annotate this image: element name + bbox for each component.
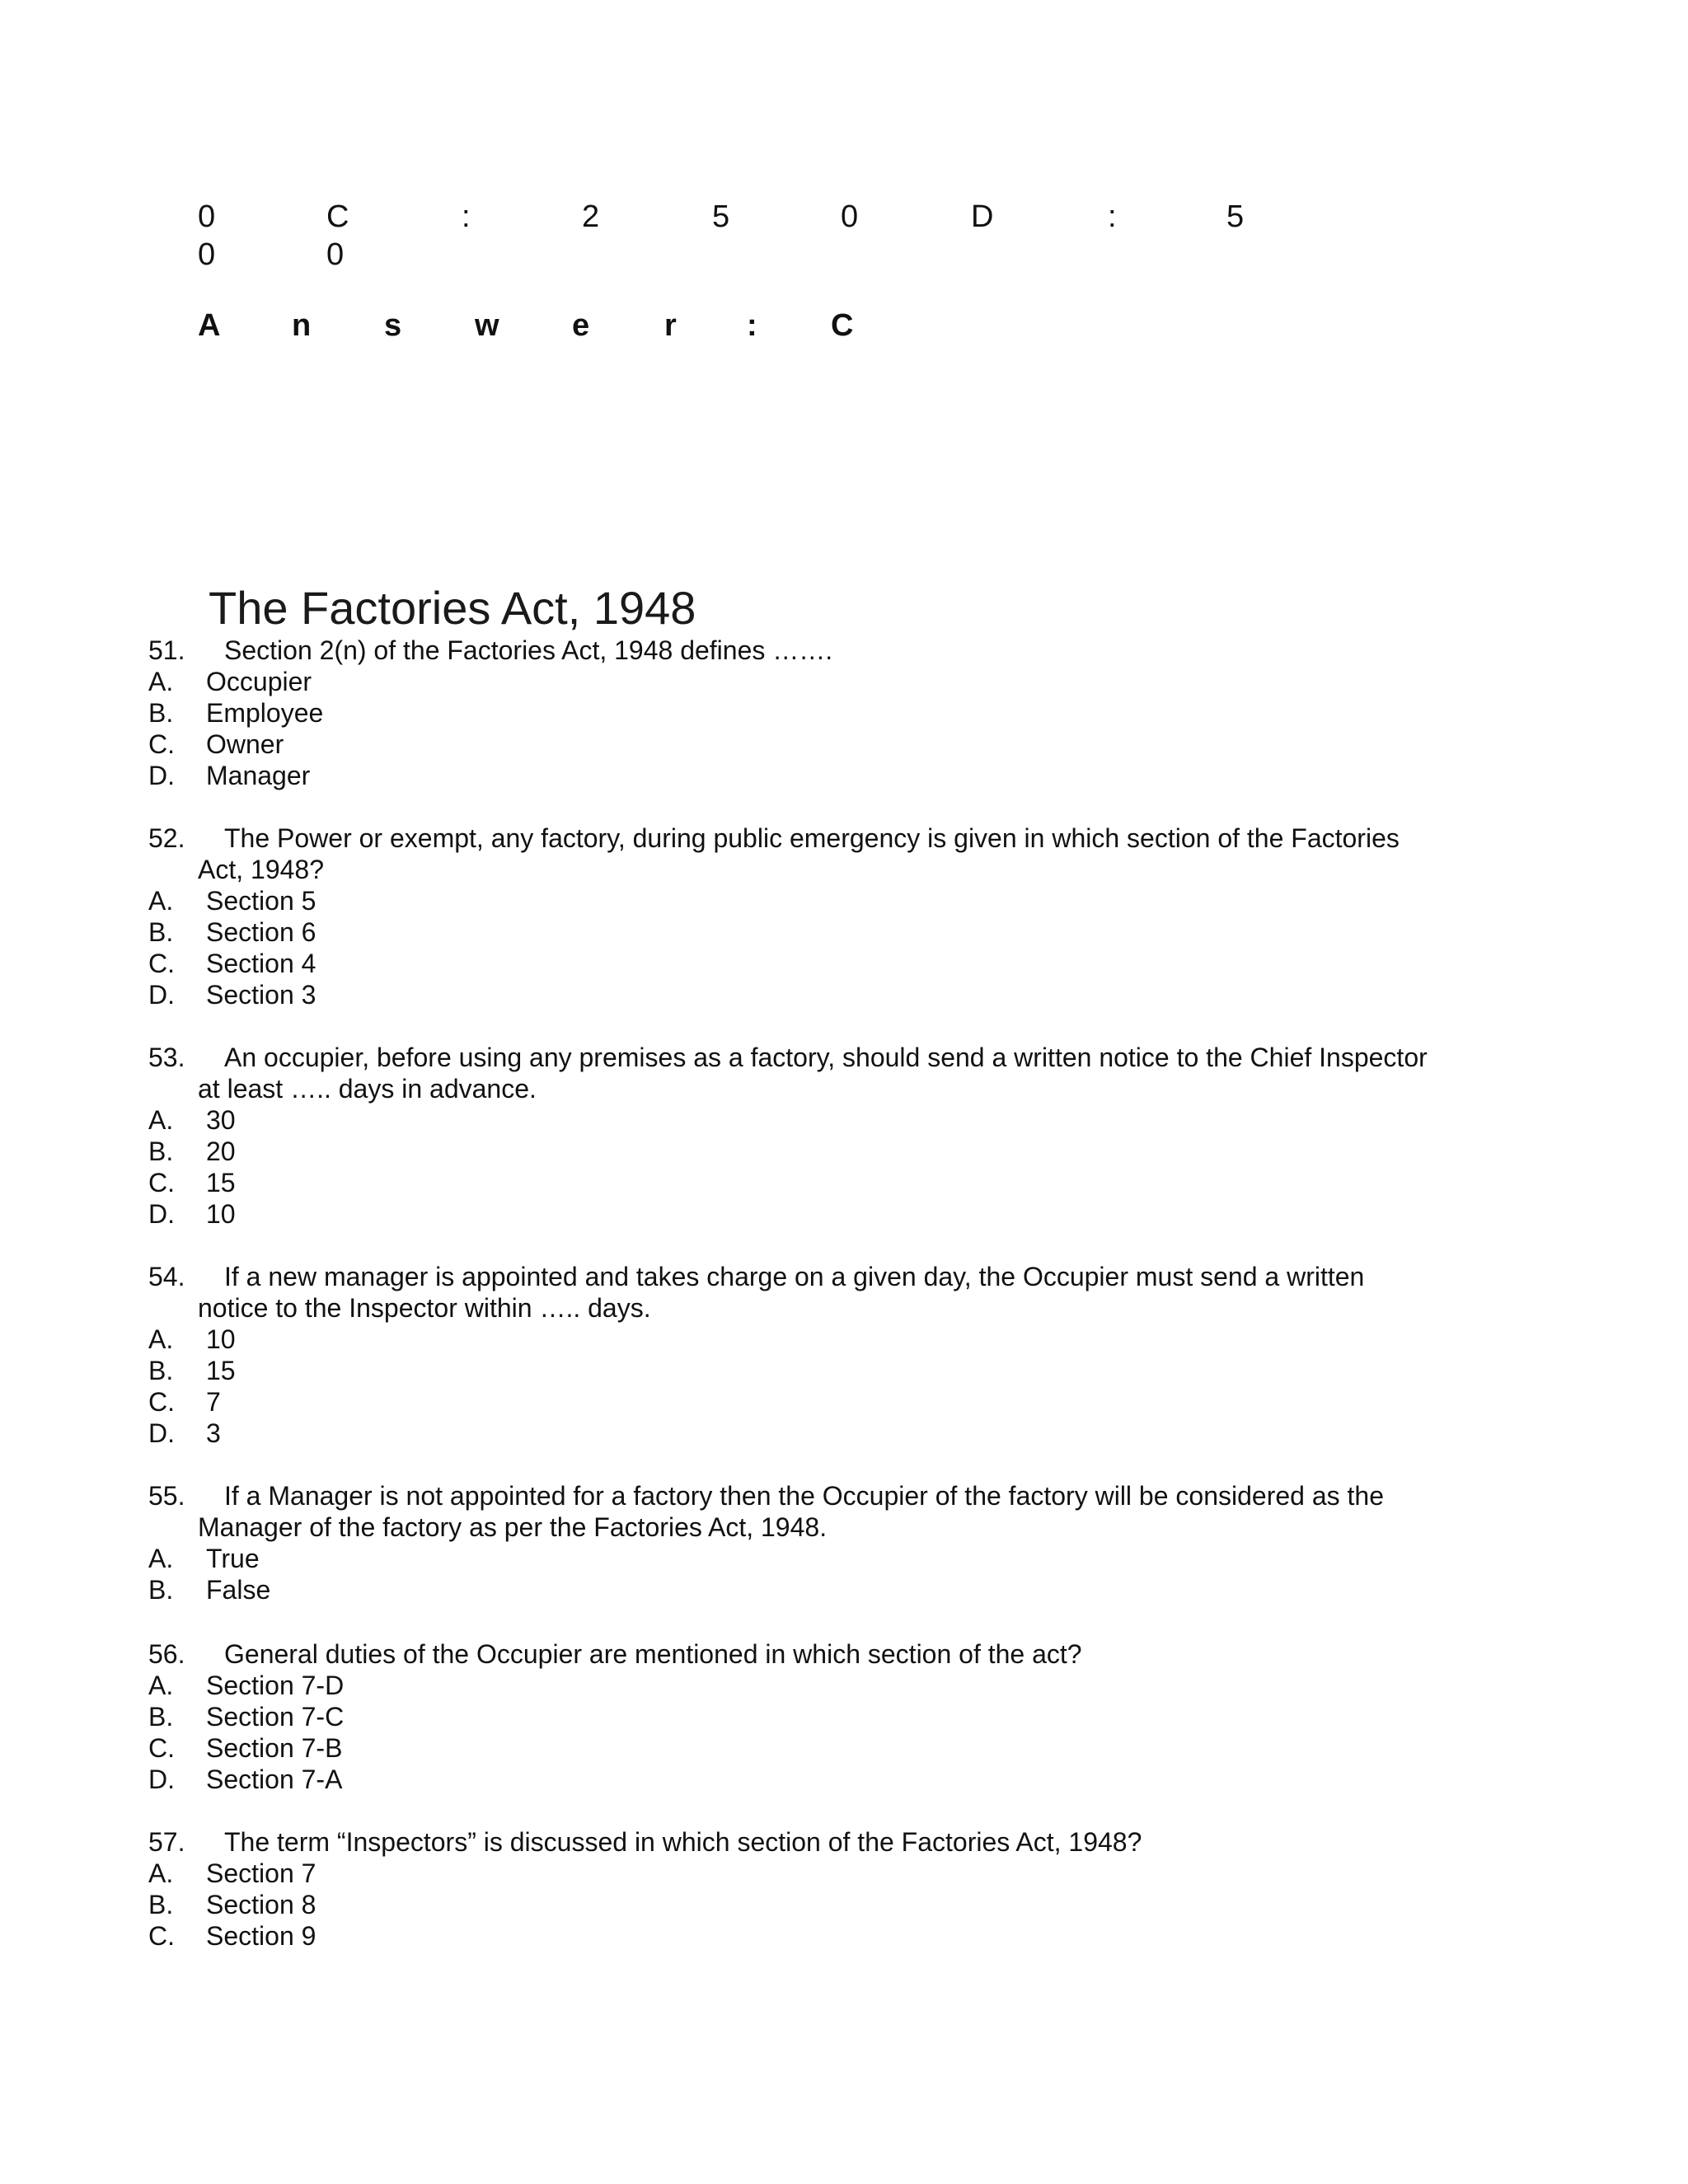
- prev-option-char: D: [971, 199, 994, 234]
- option-letter: D.: [148, 980, 175, 1010]
- question-number: 56.: [148, 1639, 185, 1669]
- option-text: Section 6: [206, 917, 316, 947]
- option-text: 30: [206, 1105, 236, 1135]
- prev-option-char: 0: [198, 237, 216, 272]
- prev-option-char: 0: [326, 237, 345, 272]
- option-text: 7: [206, 1387, 221, 1417]
- option-text: Employee: [206, 698, 324, 728]
- option-letter: B.: [148, 1575, 174, 1605]
- option-text: 10: [206, 1324, 236, 1354]
- option-letter: A.: [148, 886, 174, 916]
- question-text-continued: Act, 1948?: [198, 855, 324, 884]
- option-letter: B.: [148, 917, 174, 947]
- option-text: True: [206, 1544, 260, 1573]
- answer-char: s: [384, 308, 402, 343]
- option-letter: D.: [148, 1418, 175, 1448]
- answer-char: C: [831, 308, 854, 343]
- option-letter: D.: [148, 1765, 175, 1794]
- question-text: The term “Inspectors” is discussed in which section of the Factories Act, 1948?: [224, 1827, 1142, 1857]
- question-text: The Power or exempt, any factory, during public emergency is given in which section of the Factories: [224, 823, 1400, 853]
- option-letter: B.: [148, 1356, 174, 1385]
- option-letter: D.: [148, 1199, 175, 1229]
- answer-char: e: [572, 308, 590, 343]
- option-text: Section 7-D: [206, 1671, 345, 1700]
- question-text: If a Manager is not appointed for a factory then the Occupier of the factory will be considered as the: [224, 1481, 1385, 1511]
- option-letter: C.: [148, 1921, 175, 1951]
- prev-option-char: :: [1108, 199, 1117, 234]
- option-text: 3: [206, 1418, 221, 1448]
- option-text: Section 7-C: [206, 1702, 345, 1732]
- option-letter: B.: [148, 698, 174, 728]
- option-text: 15: [206, 1168, 236, 1197]
- question-number: 54.: [148, 1262, 185, 1291]
- option-letter: A.: [148, 1105, 174, 1135]
- option-text: Owner: [206, 729, 284, 759]
- answer-char: :: [747, 308, 757, 343]
- option-text: Section 7-B: [206, 1733, 343, 1763]
- option-letter: A.: [148, 1858, 174, 1888]
- prev-option-char: 0: [198, 199, 216, 234]
- prev-option-char: 5: [1226, 199, 1245, 234]
- option-text: Section 5: [206, 886, 316, 916]
- option-text: Section 4: [206, 949, 316, 978]
- question-text-continued: notice to the Inspector within ….. days.: [198, 1293, 651, 1323]
- section-title: The Factories Act, 1948: [209, 582, 696, 634]
- option-letter: A.: [148, 1544, 174, 1573]
- option-text: Section 7-A: [206, 1765, 343, 1794]
- option-letter: B.: [148, 1137, 174, 1166]
- option-text: Section 9: [206, 1921, 316, 1951]
- question-text: An occupier, before using any premises as a factory, should send a written notice to the Chief Inspector: [224, 1043, 1428, 1072]
- prev-option-char: 2: [582, 199, 600, 234]
- option-letter: C.: [148, 949, 175, 978]
- answer-char: w: [475, 308, 499, 343]
- question-number: 51.: [148, 635, 185, 665]
- question-text: General duties of the Occupier are mentioned in which section of the act?: [224, 1639, 1082, 1669]
- option-text: 10: [206, 1199, 236, 1229]
- option-text: Section 3: [206, 980, 316, 1010]
- prev-option-char: C: [326, 199, 349, 234]
- answer-char: A: [198, 308, 221, 343]
- option-letter: A.: [148, 1324, 174, 1354]
- option-letter: A.: [148, 667, 174, 696]
- option-text: Section 7: [206, 1858, 316, 1888]
- question-text: Section 2(n) of the Factories Act, 1948 defines …….: [224, 635, 833, 665]
- option-text: Manager: [206, 761, 311, 790]
- option-letter: C.: [148, 1733, 175, 1763]
- question-number: 53.: [148, 1043, 185, 1072]
- option-text: 20: [206, 1137, 236, 1166]
- option-text: Section 8: [206, 1890, 316, 1919]
- option-text: Occupier: [206, 667, 312, 696]
- question-text-continued: Manager of the factory as per the Factories Act, 1948.: [198, 1512, 828, 1542]
- option-letter: D.: [148, 761, 175, 790]
- option-letter: A.: [148, 1671, 174, 1700]
- prev-option-char: 5: [712, 199, 730, 234]
- prev-option-char: :: [462, 199, 471, 234]
- answer-char: r: [664, 308, 677, 343]
- option-text: False: [206, 1575, 271, 1605]
- answer-char: n: [292, 308, 312, 343]
- option-letter: C.: [148, 729, 175, 759]
- question-number: 57.: [148, 1827, 185, 1857]
- question-text: If a new manager is appointed and takes charge on a given day, the Occupier must send a written: [224, 1262, 1365, 1291]
- option-text: 15: [206, 1356, 236, 1385]
- option-letter: C.: [148, 1168, 175, 1197]
- question-number: 55.: [148, 1481, 185, 1511]
- option-letter: B.: [148, 1702, 174, 1732]
- prev-option-char: 0: [841, 199, 859, 234]
- option-letter: C.: [148, 1387, 175, 1417]
- question-text-continued: at least ….. days in advance.: [198, 1074, 537, 1104]
- option-letter: B.: [148, 1890, 174, 1919]
- question-number: 52.: [148, 823, 185, 853]
